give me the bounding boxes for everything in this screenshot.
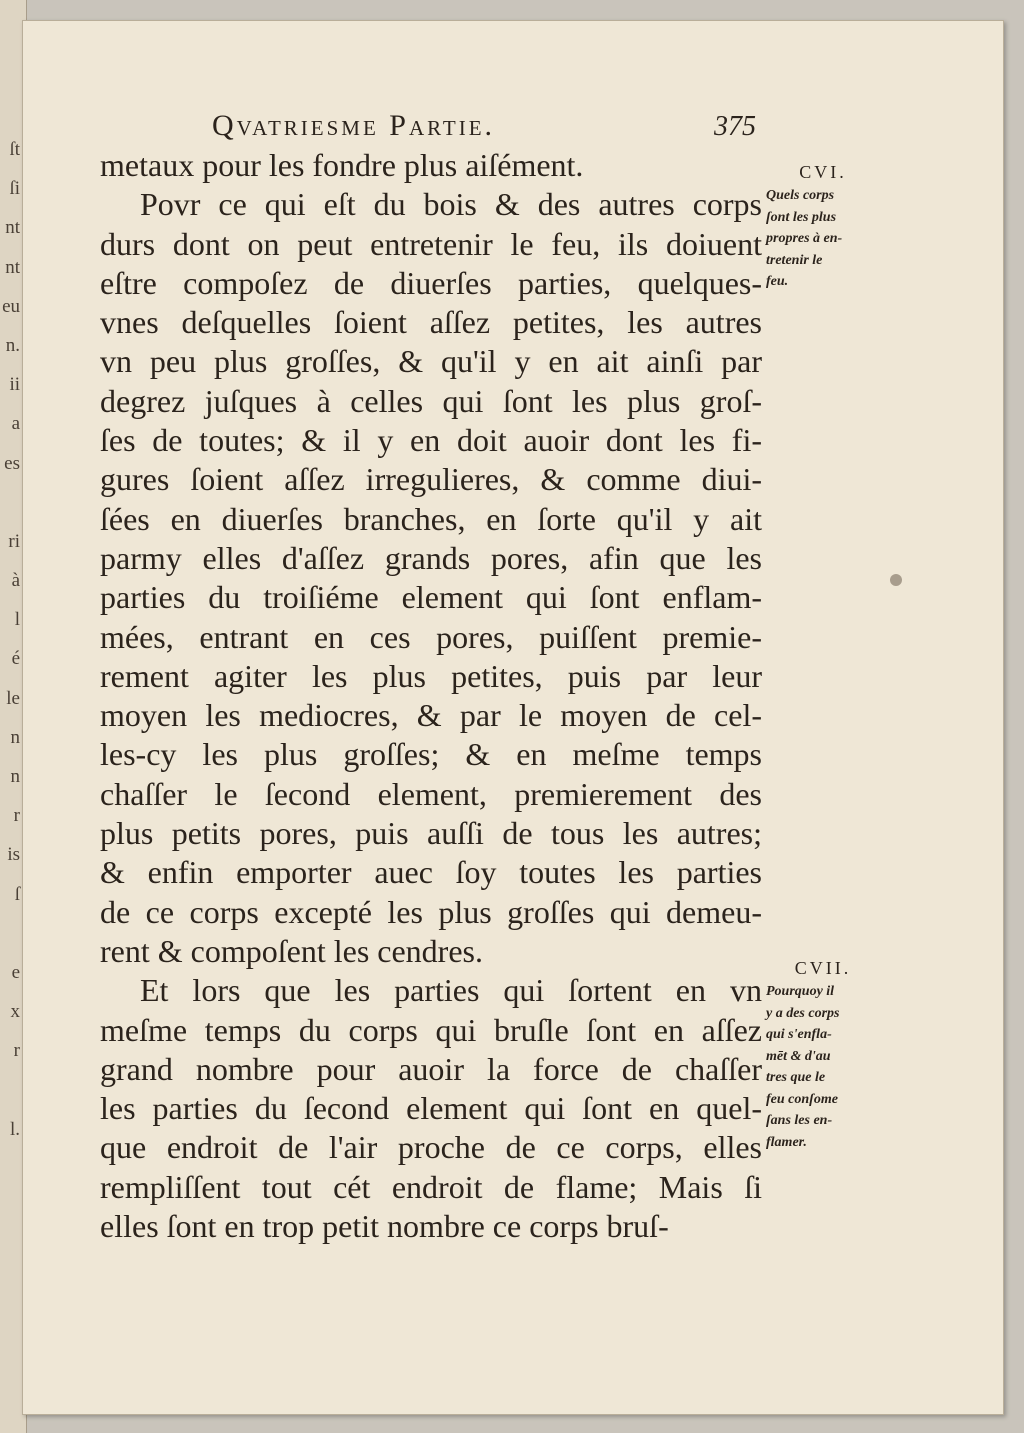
text-line: mées, entrant en ces pores, puiſſent premie-	[100, 618, 762, 655]
margin-gloss-line: ſont les plus	[766, 209, 837, 225]
margin-gloss-line: tretenir le	[766, 252, 823, 268]
margin-gloss-line: Quels corps	[766, 188, 835, 203]
facing-page-fragment: ri	[8, 530, 20, 552]
text-line: rent & compoſent les cendres.	[100, 932, 483, 969]
facing-page-fragment: ſt	[9, 139, 20, 160]
facing-page-fragment: l	[14, 609, 20, 631]
text-line: moyen les mediocres, & par le moyen de cel-	[100, 697, 762, 734]
text-line: chaſſer le ſecond element, premierement des	[100, 775, 762, 812]
text-line: parties du troiſiéme element qui ſont enflam-	[100, 579, 762, 616]
text-line: durs dont on peut entretenir le feu, ils doiuent	[100, 225, 762, 262]
facing-page-text-fragments	[0, 130, 22, 1149]
text-line: de ce corps excepté les plus groſſes qui demeu-	[100, 893, 762, 930]
facing-page-fragment: ſi	[9, 178, 20, 200]
paper-stain	[890, 574, 902, 586]
facing-page-fragment: is	[7, 844, 20, 866]
text-line: parmy elles d'aſſez grands pores, afin que les	[100, 539, 762, 576]
text-line: Et lors que les parties qui ſortent en vn	[140, 972, 762, 1009]
text-line: que endroit de l'air proche de ce corps, elles	[100, 1129, 762, 1166]
facing-page-fragment	[0, 914, 22, 953]
text-line: les parties du ſecond element qui ſont en quel-	[100, 1090, 762, 1127]
facing-page-fragment	[0, 483, 22, 522]
text-line: & enfin emporter auec ſoy toutes les parties	[100, 854, 762, 891]
facing-page-fragment: à	[11, 570, 20, 592]
margin-gloss-line: y a des corps	[766, 1005, 840, 1021]
text-line: ſes de toutes; & il y en doit auoir dont les fi-	[100, 422, 762, 459]
text-line: rement agiter les plus petites, puis par leur	[100, 657, 762, 694]
running-title: Qvatriesme Partie.	[212, 109, 496, 142]
facing-page-fragment: es	[4, 452, 20, 474]
page-number: 375	[714, 111, 756, 142]
text-line: rempliſſent tout cét endroit de flame; Mais ſi	[100, 1168, 762, 1205]
text-line: elles ſont en trop petit nombre ce corps bruſ-	[100, 1208, 669, 1245]
text-line: gures ſoient aſſez irregulieres, & comme diui-	[100, 461, 762, 498]
margin-gloss-line: tres que le	[766, 1070, 826, 1085]
text-line: Povr ce qui eſt du bois & des autres corps	[140, 186, 762, 223]
facing-page-fragment	[0, 1071, 22, 1110]
main-text-block	[100, 146, 762, 1246]
margin-note-cvi	[766, 162, 876, 293]
facing-page-fragment: nt	[5, 256, 20, 278]
facing-page-fragment: l.	[9, 1118, 20, 1140]
facing-page-fragment: ſ	[14, 883, 20, 905]
text-line: vnes deſquelles ſoient aſſez petites, les autres	[100, 304, 762, 341]
text-line: metaux pour les fondre plus aiſément.	[100, 147, 584, 183]
facing-page-fragment: eu	[2, 295, 20, 317]
facing-page-fragment: le	[6, 687, 20, 709]
facing-page-fragment: e	[11, 961, 20, 983]
text-line: meſme temps du corps qui bruſle ſont en aſſez	[100, 1011, 762, 1048]
margin-gloss-line: Pourquoy il	[766, 984, 835, 999]
facing-page-fragment: nt	[5, 217, 20, 239]
text-line: ſées en diuerſes branches, en ſorte qu'il y ait	[100, 500, 762, 537]
text-line: grand nombre pour auoir la force de chaſſer	[100, 1050, 762, 1087]
facing-page-fragment: é	[11, 648, 20, 670]
margin-gloss-line: feu conſome	[766, 1091, 838, 1107]
margin-gloss-line: qui s'enfla-	[766, 1027, 832, 1042]
facing-page-fragment: n.	[5, 334, 20, 356]
facing-page-fragment: n	[10, 726, 20, 748]
margin-gloss-line: flamer.	[766, 1134, 807, 1150]
facing-page-fragment: r	[13, 1040, 20, 1062]
facing-page-fragment: ii	[9, 374, 20, 396]
margin-gloss-line: feu.	[766, 274, 789, 289]
facing-page-fragment: x	[10, 1001, 20, 1023]
margin-gloss-line: ſans les en-	[766, 1113, 833, 1128]
facing-page-fragment: r	[13, 805, 20, 827]
text-line: vn peu plus groſſes, & qu'il y en ait ainſi par	[100, 343, 762, 380]
margin-note-gloss	[766, 981, 876, 1153]
margin-note-cvii	[766, 958, 876, 1153]
text-line: plus petits pores, puis auſſi de tous les autres;	[100, 815, 762, 852]
margin-note-number: CVI.	[799, 162, 847, 182]
text-line: eſtre compoſez de diuerſes parties, quelques-	[100, 264, 762, 301]
facing-page-fragment: n	[10, 766, 20, 787]
text-line: les-cy les plus groſſes; & en meſme temps	[100, 736, 762, 773]
margin-gloss-line: mēt & d'au	[766, 1048, 831, 1064]
margin-note-gloss	[766, 185, 876, 293]
facing-page-fragment: a	[11, 413, 20, 435]
page-header	[212, 109, 772, 149]
margin-note-number: CVII.	[794, 958, 852, 978]
margin-gloss-line: propres à en-	[766, 231, 843, 246]
text-line: degrez juſques à celles qui ſont les plus groſ-	[100, 382, 762, 419]
